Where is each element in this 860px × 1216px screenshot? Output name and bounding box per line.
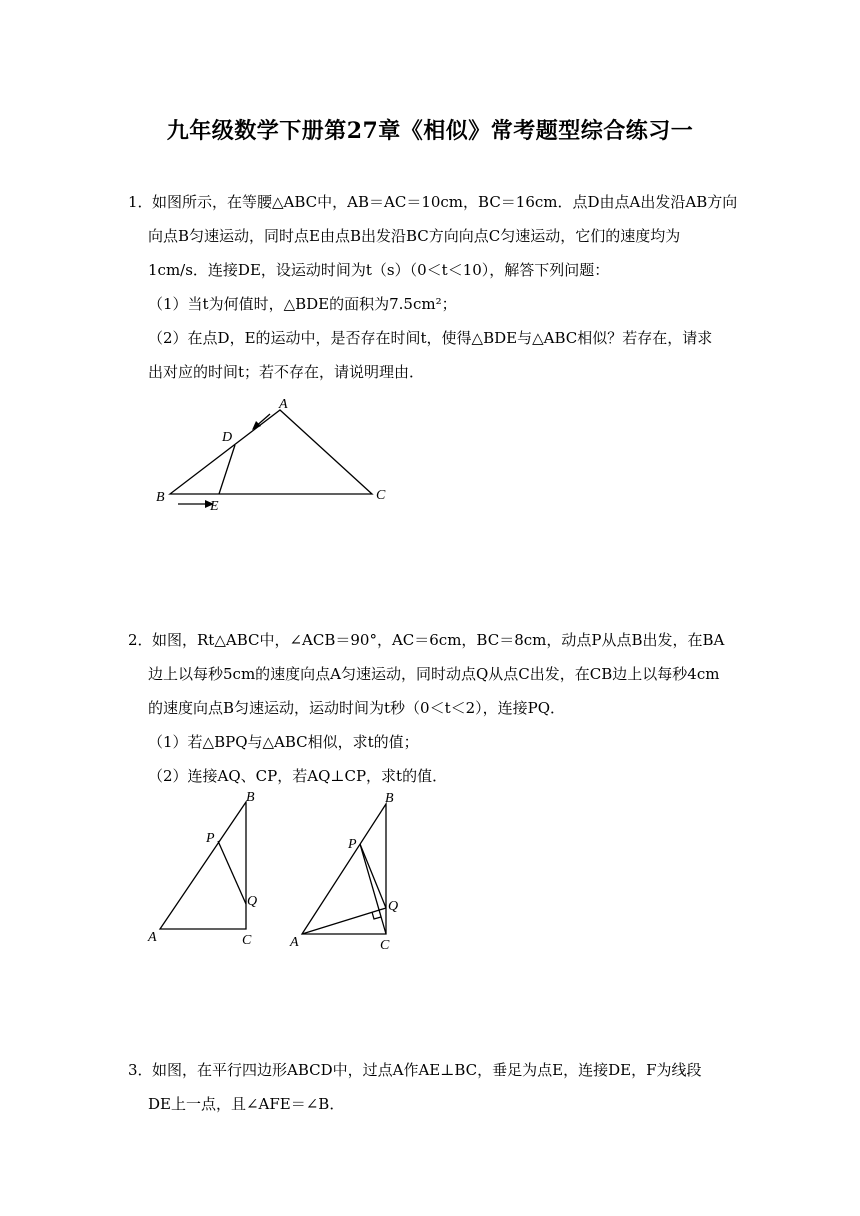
problem-1-line-4: （1）当t为何值时，△BDE的面积为7.5cm²； <box>148 295 457 313</box>
label-a-right: A <box>290 935 299 950</box>
problem-1-line-2: 向点B匀速运动，同时点E由点B出发沿BC方向向点C匀速运动，它们的速度均为 <box>148 227 681 245</box>
label-p-right: P <box>348 837 357 852</box>
label-q-right: Q <box>388 899 399 914</box>
problem-2-line-2: 边上以每秒5cm的速度向点A匀速运动，同时动点Q从点C出发，在CB边上以每秒4cm <box>148 665 720 683</box>
triangle-abc <box>170 410 372 494</box>
problem-2-line-3: 的速度向点B匀速运动，运动时间为t秒（0＜t＜2），连接PQ． <box>148 699 566 717</box>
problem-3-line-2: DE上一点，且∠AFE＝∠B． <box>148 1095 345 1113</box>
problem-2-number: 2． <box>128 631 153 649</box>
problem-2-figure-left <box>146 788 276 948</box>
problem-1-line-1: 如图所示，在等腰△ABC中，AB＝AC＝10cm，BC＝16cm．点D由点A出发沿AB方向 <box>152 193 738 211</box>
triangle-abc-right <box>302 804 386 934</box>
segment-de <box>219 445 235 494</box>
problem-3-number: 3． <box>128 1061 153 1079</box>
label-e: E <box>210 499 219 514</box>
label-c-right: C <box>380 938 390 953</box>
problem-2-line-4: （1）若△BPQ与△ABC相似，求t的值； <box>148 733 419 751</box>
label-b-right: B <box>385 791 394 806</box>
problem-3-line-1: 如图，在平行四边形ABCD中，过点A作AE⊥BC，垂足为点E，连接DE，F为线段 <box>152 1061 702 1079</box>
label-b: B <box>156 490 165 505</box>
problem-1-line-5: （2）在点D，E的运动中，是否存在时间t，使得△BDE与△ABC相似？若存在，请求 <box>148 329 713 347</box>
problem-2-line-1: 如图，Rt△ABC中，∠ACB＝90°，AC＝6cm，BC＝8cm，动点P从点B出发，在BA <box>152 631 725 649</box>
label-p-left: P <box>206 831 215 846</box>
problem-2-figure-right <box>288 788 418 953</box>
triangle-abc-left <box>160 802 246 929</box>
label-a-left: A <box>148 930 157 945</box>
segment-pq-right <box>360 844 386 908</box>
label-c: C <box>376 488 386 503</box>
problem-1-line-3: 1cm/s．连接DE，设运动时间为t（s）（0＜t＜10），解答下列问题： <box>148 261 610 279</box>
segment-cp <box>360 844 386 934</box>
problem-1-line-6: 出对应的时间t；若不存在，请说明理由． <box>148 363 425 381</box>
label-a: A <box>279 397 288 412</box>
problem-1-figure <box>148 390 408 520</box>
problem-1-number: 1． <box>128 193 153 211</box>
label-q-left: Q <box>247 894 258 909</box>
segment-aq <box>302 908 386 934</box>
segment-pq-left <box>218 841 246 904</box>
label-b-left: B <box>246 790 255 805</box>
problem-2-line-5: （2）连接AQ、CP，若AQ⊥CP，求t的值． <box>148 767 448 785</box>
label-d: D <box>222 430 233 445</box>
page-title: 九年级数学下册第27章《相似》常考题型综合练习一 <box>166 118 694 144</box>
label-c-left: C <box>242 933 252 948</box>
